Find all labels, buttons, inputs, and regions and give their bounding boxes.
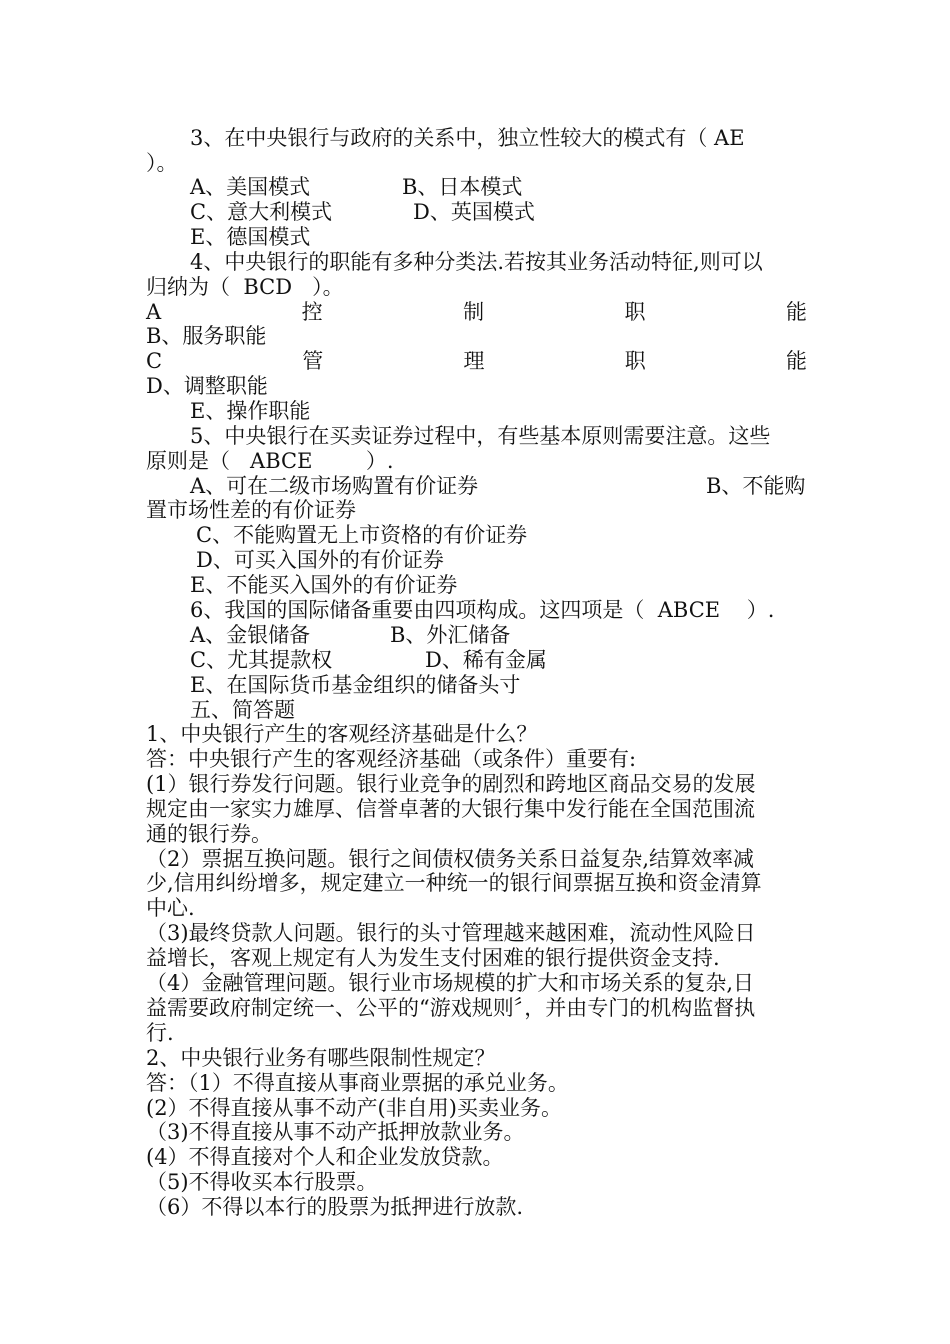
q5-option-e: E、不能买入国外的有价证券 xyxy=(190,573,458,597)
q4-option-a-char: 制 xyxy=(463,300,485,324)
q4-option-a-char: A xyxy=(146,300,162,324)
q5-option-b: B、不能购 xyxy=(706,474,806,498)
q4-stem-cont: 归纳为（ BCD ）。 xyxy=(146,275,344,299)
answer-1-p2-line: （2）票据互换问题。银行之间债权债务关系日益复杂,结算效率减 xyxy=(146,847,755,871)
answer-2-item: (2）不得直接从事不动产(非自用)买卖业务。 xyxy=(146,1096,562,1120)
q4-option-c-char: 职 xyxy=(624,349,646,373)
q4-option-a-char: 职 xyxy=(624,300,646,324)
question-1: 1、中央银行产生的客观经济基础是什么？ xyxy=(146,722,538,746)
q4-option-a-char: 控 xyxy=(301,300,323,324)
q3-stem-cont: ）。 xyxy=(146,151,178,175)
answer-2-item: （6）不得以本行的股票为抵押进行放款. xyxy=(146,1195,524,1219)
answer-1-p2-line: 少,信用纠纷增多，规定建立一种统一的银行间票据互换和资金清算 xyxy=(146,871,762,895)
answer-2-item: （5)不得收买本行股票。 xyxy=(146,1170,378,1194)
q6-option-b: B、外汇储备 xyxy=(390,623,511,647)
q5-option-d: D、可买入国外的有价证券 xyxy=(196,548,444,572)
q5-option-c: C、不能购置无上市资格的有价证券 xyxy=(196,523,528,547)
q4-option-c-char: C xyxy=(146,349,163,373)
q4-option-c-char: 理 xyxy=(463,349,485,373)
section-heading: 五、简答题 xyxy=(190,698,295,722)
answer-1-p1-line: 通的银行券。 xyxy=(146,822,272,846)
answer-2-item: （3)不得直接从事不动产抵押放款业务。 xyxy=(146,1120,525,1144)
answer-1-p4-line: （4）金融管理问题。银行业市场规模的扩大和市场关系的复杂,日 xyxy=(146,971,755,995)
q4-option-c-char: 能 xyxy=(785,349,807,373)
q3-option-e: E、德国模式 xyxy=(190,225,311,249)
q5-option-a: A、可在二级市场购置有价证券 xyxy=(190,474,479,498)
q4-option-a xyxy=(146,300,807,325)
answer-1-p1-line: (1）银行券发行问题。银行业竞争的剧烈和跨地区商品交易的发展 xyxy=(146,772,756,796)
answer-1-p4-line: 行. xyxy=(146,1021,174,1045)
q3-option-d: D、英国模式 xyxy=(413,200,535,224)
q4-option-b: B、服务职能 xyxy=(146,324,267,348)
answer-1-p2-line: 中心. xyxy=(146,896,195,920)
q3-option-a: A、美国模式 xyxy=(190,175,311,199)
answer-2-item: 答：（1）不得直接从事商业票据的承兑业务。 xyxy=(146,1071,569,1095)
answer-1-p3-line: 益增长，客观上规定有人为发生支付困难的银行提供资金支持. xyxy=(146,946,720,970)
q6-option-e: E、在国际货币基金组织的储备头寸 xyxy=(190,673,521,697)
q3-option-b: B、日本模式 xyxy=(402,175,523,199)
q4-option-c xyxy=(146,349,807,374)
q5-stem: 5、中央银行在买卖证券过程中，有些基本原则需要注意。这些 xyxy=(190,424,771,448)
q5-option-b-cont: 置市场性差的有价证券 xyxy=(146,498,356,522)
answer-1-p3-line: （3)最终贷款人问题。银行的头寸管理越来越困难，流动性风险日 xyxy=(146,921,756,945)
q5-stem-cont: 原则是（ ABCE ）. xyxy=(146,449,394,473)
q6-stem: 6、我国的国际储备重要由四项构成。这四项是（ ABCE ）. xyxy=(190,598,775,622)
answer-1-p1-line: 规定由一家实力雄厚、信誉卓著的大银行集中发行能在全国范围流 xyxy=(146,797,755,821)
question-2: 2、中央银行业务有哪些限制性规定？ xyxy=(146,1046,496,1070)
answer-2-item: (4）不得直接对个人和企业发放贷款。 xyxy=(146,1145,504,1169)
q4-stem: 4、中央银行的职能有多种分类法.若按其业务活动特征,则可以 xyxy=(190,250,763,274)
q4-option-d: D、调整职能 xyxy=(146,374,268,398)
q6-option-c: C、尤其提款权 xyxy=(190,648,333,672)
q6-option-a: A、金银储备 xyxy=(190,623,311,647)
q4-option-e: E、操作职能 xyxy=(190,399,311,423)
answer-1-intro: 答：中央银行产生的客观经济基础（或条件）重要有: xyxy=(146,747,637,771)
q4-option-c-char: 管 xyxy=(302,349,324,373)
answer-1-p4-line: 益需要政府制定统一、公平的“游戏规则〞，并由专门的机构监督执 xyxy=(146,996,756,1020)
q3-option-c: C、意大利模式 xyxy=(190,200,333,224)
q6-option-d: D、稀有金属 xyxy=(425,648,547,672)
q4-option-a-char: 能 xyxy=(785,300,807,324)
q3-stem: 3、在中央银行与政府的关系中，独立性较大的模式有（ AE xyxy=(190,126,745,150)
